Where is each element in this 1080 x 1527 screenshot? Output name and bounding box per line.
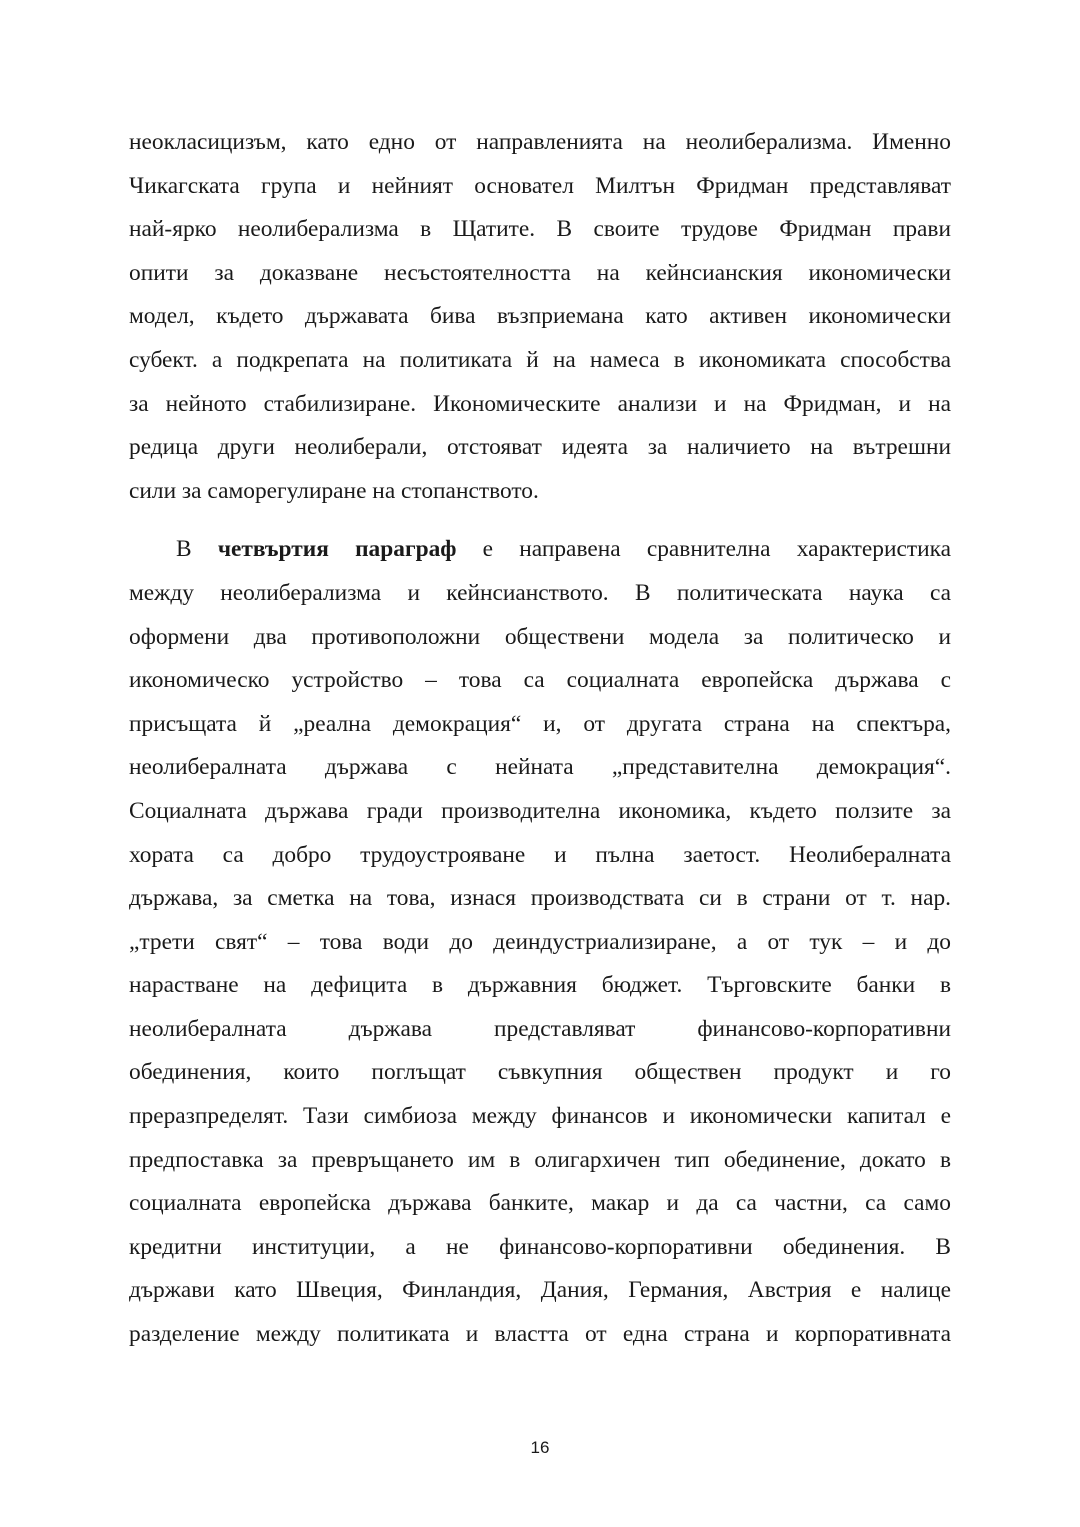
text-line: модел, където държавата бива възприемана като активен икономически [129, 303, 951, 330]
bold-phrase: четвъртия параграф [217, 536, 457, 563]
text-line: Чикагската група и нейният основател Милтън Фридман представляват [129, 172, 951, 199]
text-line: икономическо устройство – това са социалната европейска държава с [129, 667, 951, 694]
text-line: предпоставка за превръщането им в олигархичен тип обединение, докато в [129, 1146, 951, 1173]
page-number: 16 [530, 1438, 550, 1457]
text-line: неолибералната държава представляват финансово-корпоративни [129, 1015, 951, 1042]
text-line: хората са добро трудоустрояване и пълна заетост. Неолибералната [129, 841, 951, 868]
text-line: субект. а подкрепата на политиката й на намеса в икономиката способства [129, 346, 951, 373]
text-line: кредитни институции, а не финансово-корпоративни обединения. В [129, 1233, 951, 1260]
text-line: нарастване на дефицита в държавния бюджет. Търговските банки в [129, 972, 951, 999]
text-line: разделение между политиката и властта от една страна и корпоративната [129, 1321, 951, 1348]
text-line: социалната европейска държава банките, макар и да са частни, са само [129, 1190, 951, 1217]
paragraph-2 [129, 528, 951, 1356]
text-line: неолибералната държава с нейната „представителна демокрация“. [129, 754, 951, 781]
text-line: между неолиберализма и кейнсианството. В политическата наука са [129, 579, 951, 606]
text-line: обединения, които поглъщат съвкупния обществен продукт и го [129, 1059, 951, 1086]
text-line: оформени два противоположни обществени модела за политическо и [129, 623, 951, 650]
text-line: присъщата й „реална демокрация“ и, от другата страна на спектъра, [129, 710, 951, 737]
text-line: сили за саморегулиране на стопанството. [129, 477, 539, 504]
text-line: неокласицизъм, като едно от направленията на неолиберализма. Именно [129, 129, 951, 155]
text-line: „трети свят“ – това води до деиндустриализиране, а от тук – и до [129, 928, 951, 955]
text-line: най-ярко неолиберализма в Щатите. В своите трудове Фридман прави [129, 216, 951, 243]
text-line: преразпределят. Тази симбиоза между финансов и икономически капитал е [129, 1103, 951, 1130]
text-line: за нейното стабилизиране. Икономическите анализи и на Фридман, и на [129, 390, 951, 417]
body-text [129, 121, 951, 1357]
text-line: опити за доказване несъстоятелността на кейнсианския икономически [129, 259, 951, 286]
paragraph-1 [129, 121, 951, 513]
text-line: Социалната държава гради производителна икономика, където ползите за [129, 797, 951, 824]
text-line: редица други неолиберали, отстояват идеята за наличието на вътрешни [129, 434, 951, 461]
text-line: държави като Швеция, Финландия, Дания, Германия, Австрия е налице [129, 1277, 951, 1304]
line-suffix: е направена сравнителна характеристика [482, 536, 951, 563]
text-line: държава, за сметка на това, изнася производствата си в страни от т. нар. [129, 885, 951, 912]
line-prefix: В [176, 536, 192, 563]
text-line-first [129, 528, 951, 572]
paragraph-spacer [129, 513, 951, 528]
